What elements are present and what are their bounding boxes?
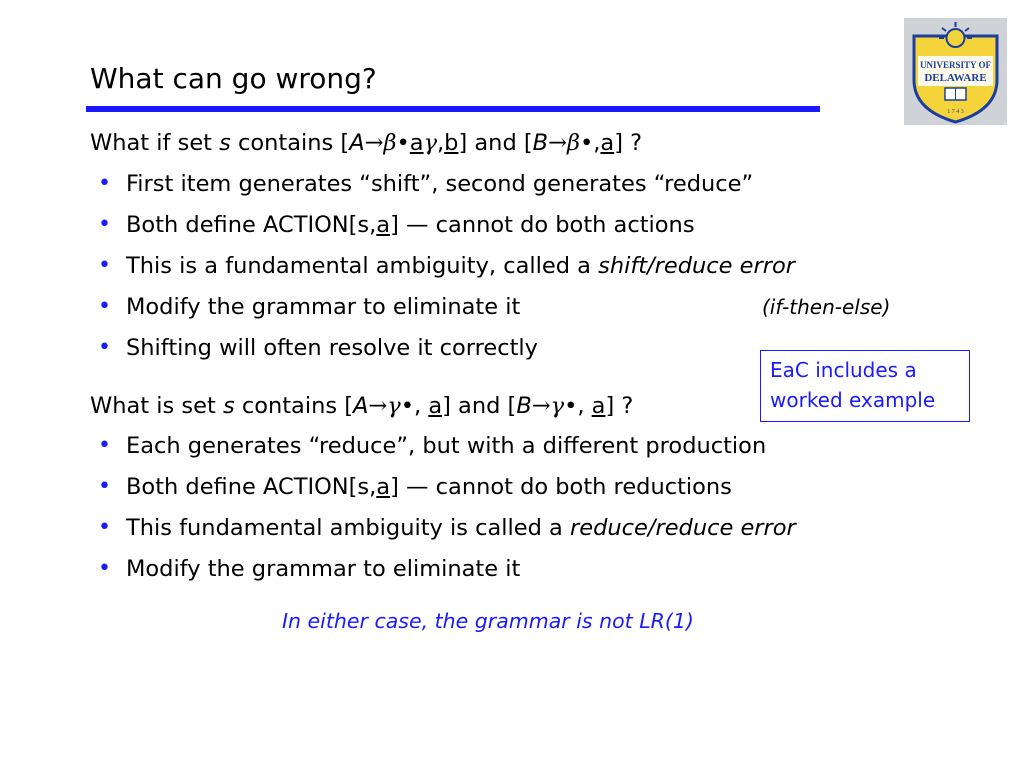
bullet-item: First item generates “shift”, second generates “reduce” bbox=[126, 171, 754, 197]
university-seal-icon bbox=[904, 18, 1007, 125]
bullet-glyph: • bbox=[98, 253, 111, 278]
bullet-item: Both define ACTION[s,a] — cannot do both reductions bbox=[126, 474, 732, 500]
bullet-glyph: • bbox=[98, 212, 111, 237]
bullet-item: This is a fundamental ambiguity, called a shift/reduce error bbox=[126, 253, 796, 279]
svg-text:1 7 4 3: 1 7 4 3 bbox=[947, 109, 964, 115]
title-underline bbox=[86, 106, 820, 112]
bullet-item: Modify the grammar to eliminate it bbox=[126, 556, 521, 582]
svg-text:UNIVERSITY OF: UNIVERSITY OF bbox=[920, 60, 991, 70]
slide-title: What can go wrong? bbox=[90, 62, 377, 95]
bullet-item: Each generates “reduce”, but with a different production bbox=[126, 433, 767, 459]
bullet-glyph: • bbox=[98, 556, 111, 581]
callout-line: worked example bbox=[770, 388, 936, 412]
bullet-item: Both define ACTION[s,a] — cannot do both actions bbox=[126, 212, 695, 238]
conclusion-text: In either case, the grammar is not LR(1) bbox=[282, 609, 694, 633]
question-2: What is set s contains [A→γ•, a] and [B→γ•, a] ? bbox=[90, 393, 634, 419]
bullet-glyph: • bbox=[98, 515, 111, 540]
eac-callout-box bbox=[760, 350, 970, 422]
bullet-glyph: • bbox=[98, 433, 111, 458]
bullet-glyph: • bbox=[98, 171, 111, 196]
bullet-item: This fundamental ambiguity is called a reduce/reduce error bbox=[126, 515, 796, 541]
if-then-else-note: (if-then-else) bbox=[762, 295, 891, 319]
bullet-item: Shifting will often resolve it correctly bbox=[126, 335, 538, 361]
bullet-item: Modify the grammar to eliminate it bbox=[126, 294, 521, 320]
question-1: What if set s contains [A→β•aγ,b] and [B→β•,a] ? bbox=[90, 130, 643, 156]
university-logo bbox=[904, 18, 1007, 125]
svg-text:DELAWARE: DELAWARE bbox=[924, 72, 987, 84]
bullet-glyph: • bbox=[98, 294, 111, 319]
bullet-glyph: • bbox=[98, 335, 111, 360]
callout-line: EaC includes a bbox=[770, 358, 917, 382]
bullet-glyph: • bbox=[98, 474, 111, 499]
